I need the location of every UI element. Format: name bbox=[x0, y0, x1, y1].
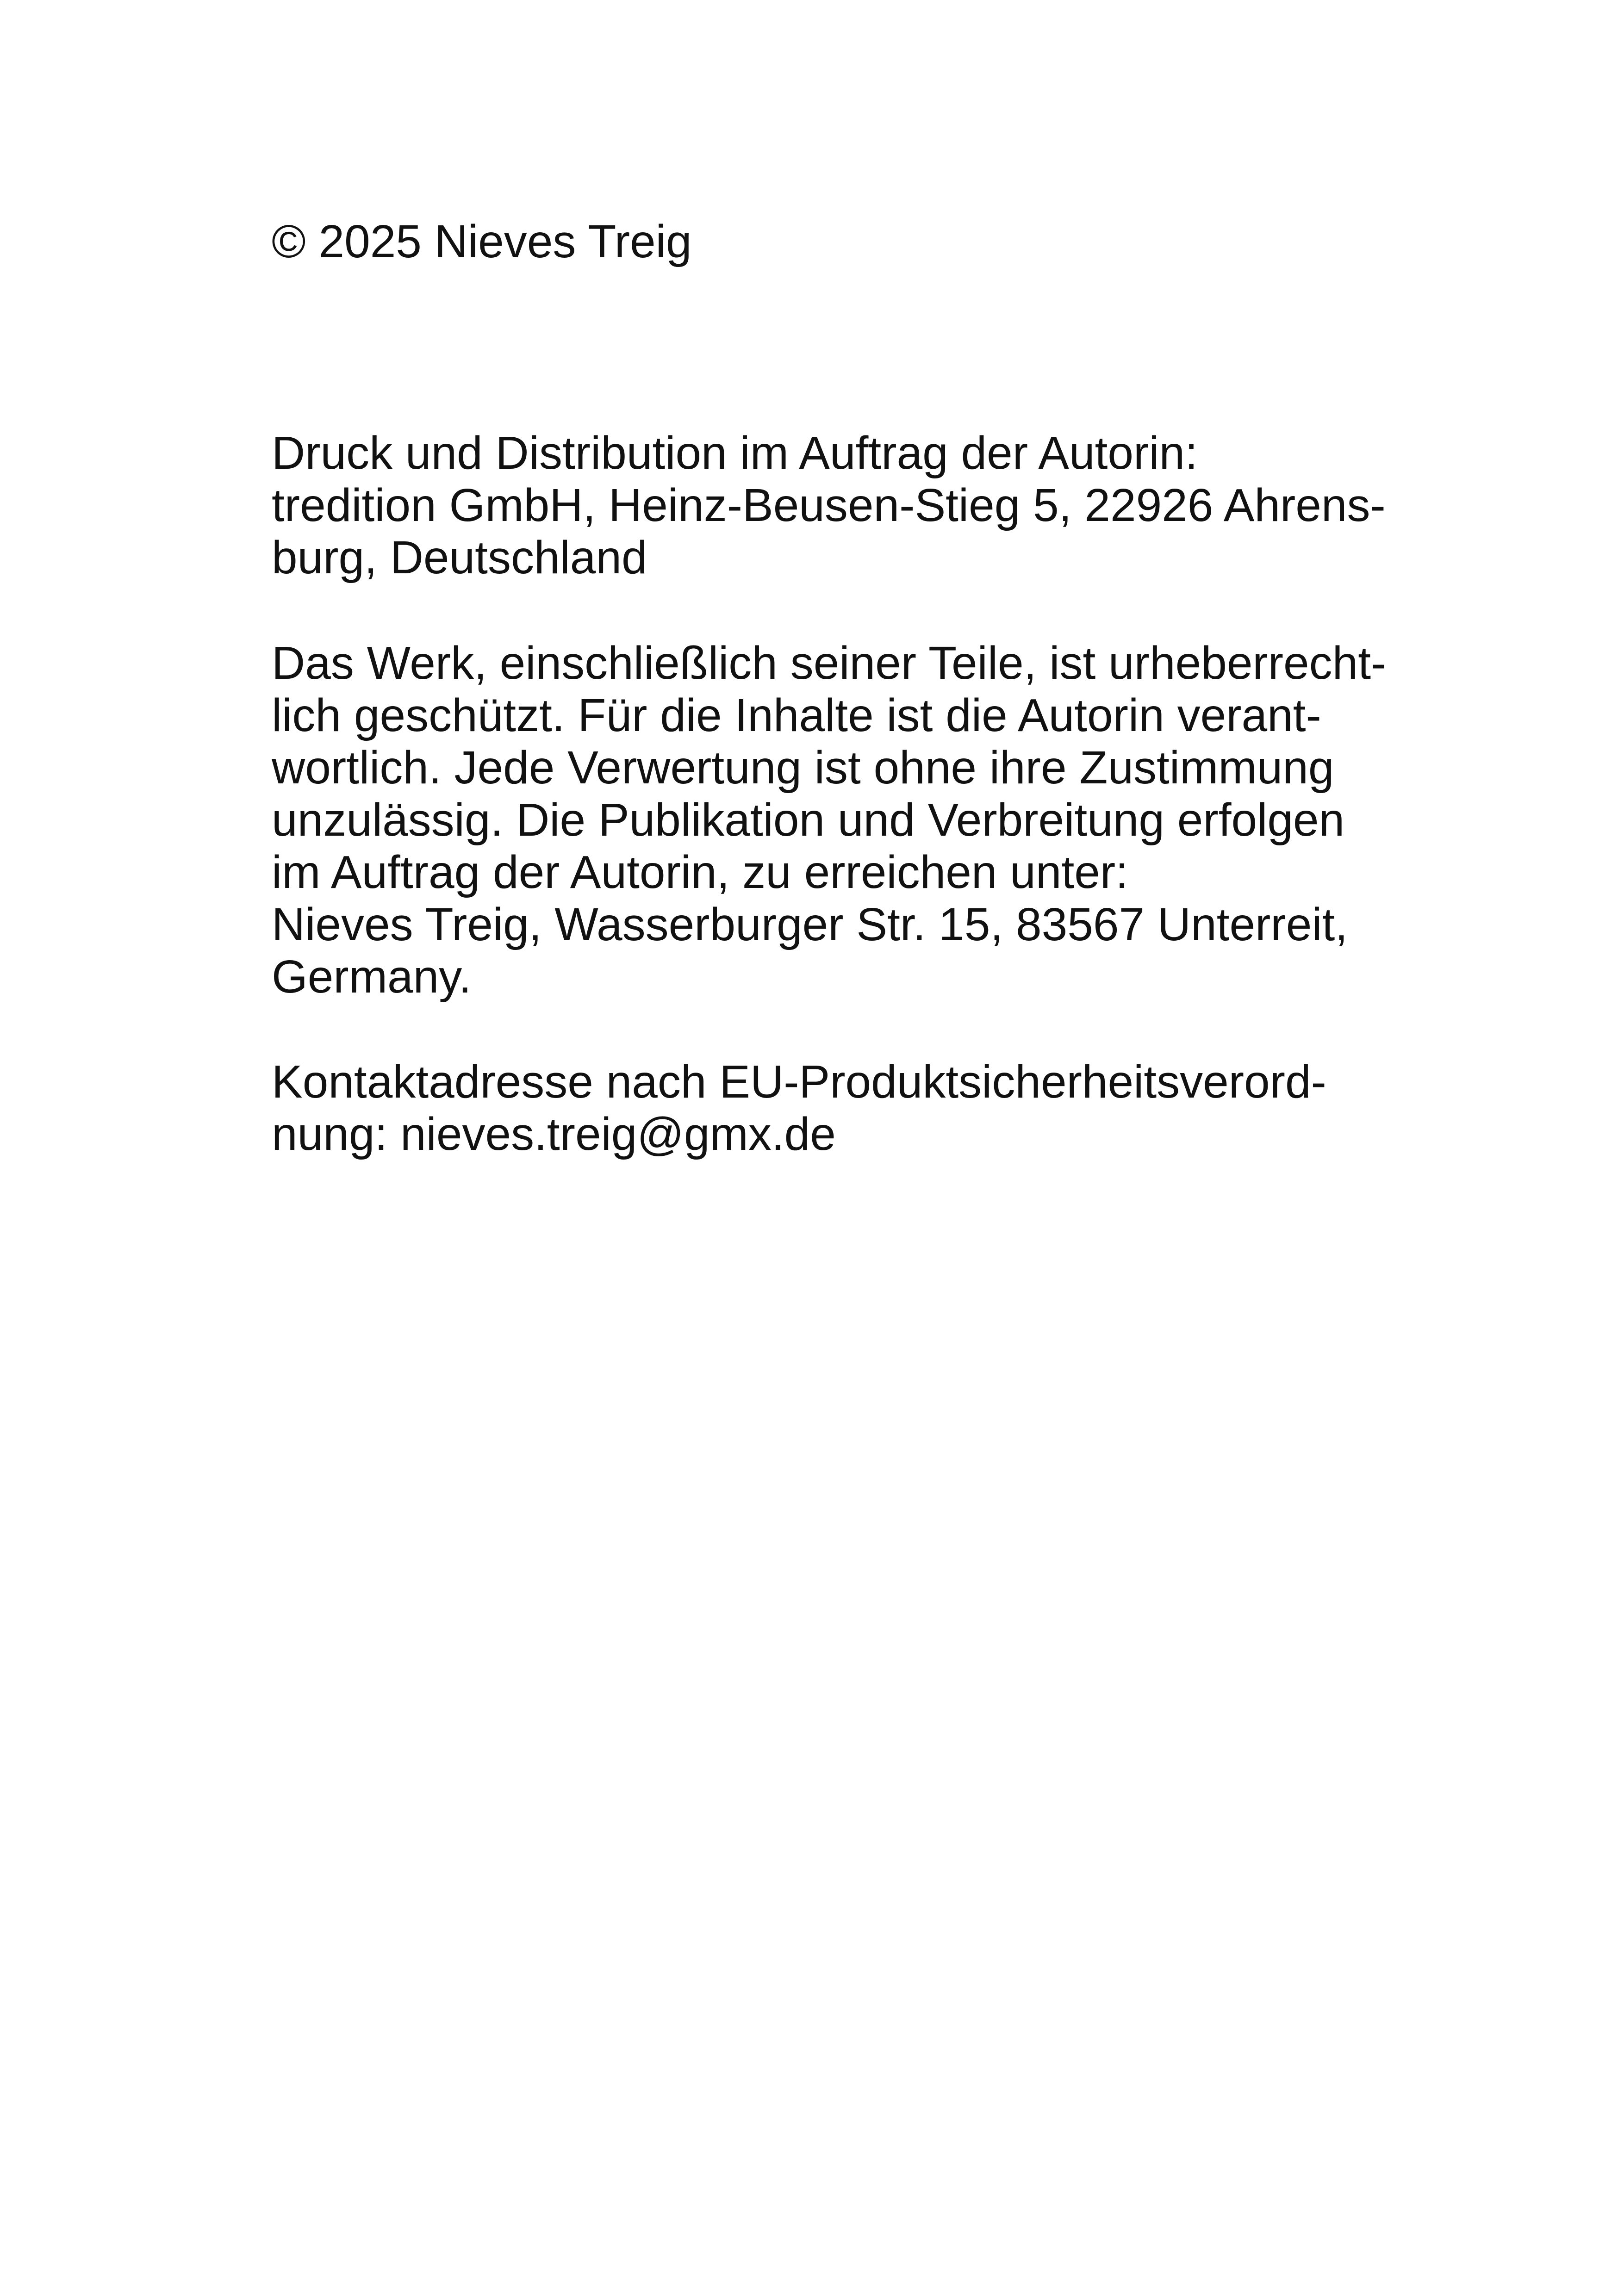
rights-line: unzulässig. Die Publikation und Verbreitung erfolgen bbox=[272, 794, 1345, 846]
rights-line: Nieves Treig, Wasserburger Str. 15, 83567 Unterreit, bbox=[272, 899, 1348, 950]
printing-line: Druck und Distribution im Auftrag der Autorin: bbox=[272, 427, 1198, 479]
copyright-notice bbox=[272, 216, 1419, 268]
copyright-rights-paragraph bbox=[272, 637, 1419, 1003]
rights-line: Germany. bbox=[272, 951, 472, 1003]
printing-line: burg, Deutschland bbox=[272, 532, 647, 583]
contact-line: Kontaktadresse nach EU-Produktsicherheitsverord- bbox=[272, 1056, 1326, 1108]
printing-line: tredition GmbH, Heinz-Beusen-Stieg 5, 22926 Ahrens- bbox=[272, 479, 1386, 531]
rights-line: im Auftrag der Autorin, zu erreichen unter: bbox=[272, 846, 1128, 898]
contact-address-paragraph bbox=[272, 1056, 1419, 1160]
contact-line: nung: nieves.treig@gmx.de bbox=[272, 1108, 836, 1160]
rights-line: Das Werk, einschließlich seiner Teile, ist urheberrecht- bbox=[272, 637, 1387, 689]
rights-line: wortlich. Jede Verwertung ist ohne ihre Zustimmung bbox=[272, 742, 1334, 794]
printing-distribution-paragraph bbox=[272, 427, 1419, 584]
rights-line: lich geschützt. Für die Inhalte ist die Autorin verant- bbox=[272, 689, 1321, 741]
copyright-line: © 2025 Nieves Treig bbox=[272, 216, 692, 267]
